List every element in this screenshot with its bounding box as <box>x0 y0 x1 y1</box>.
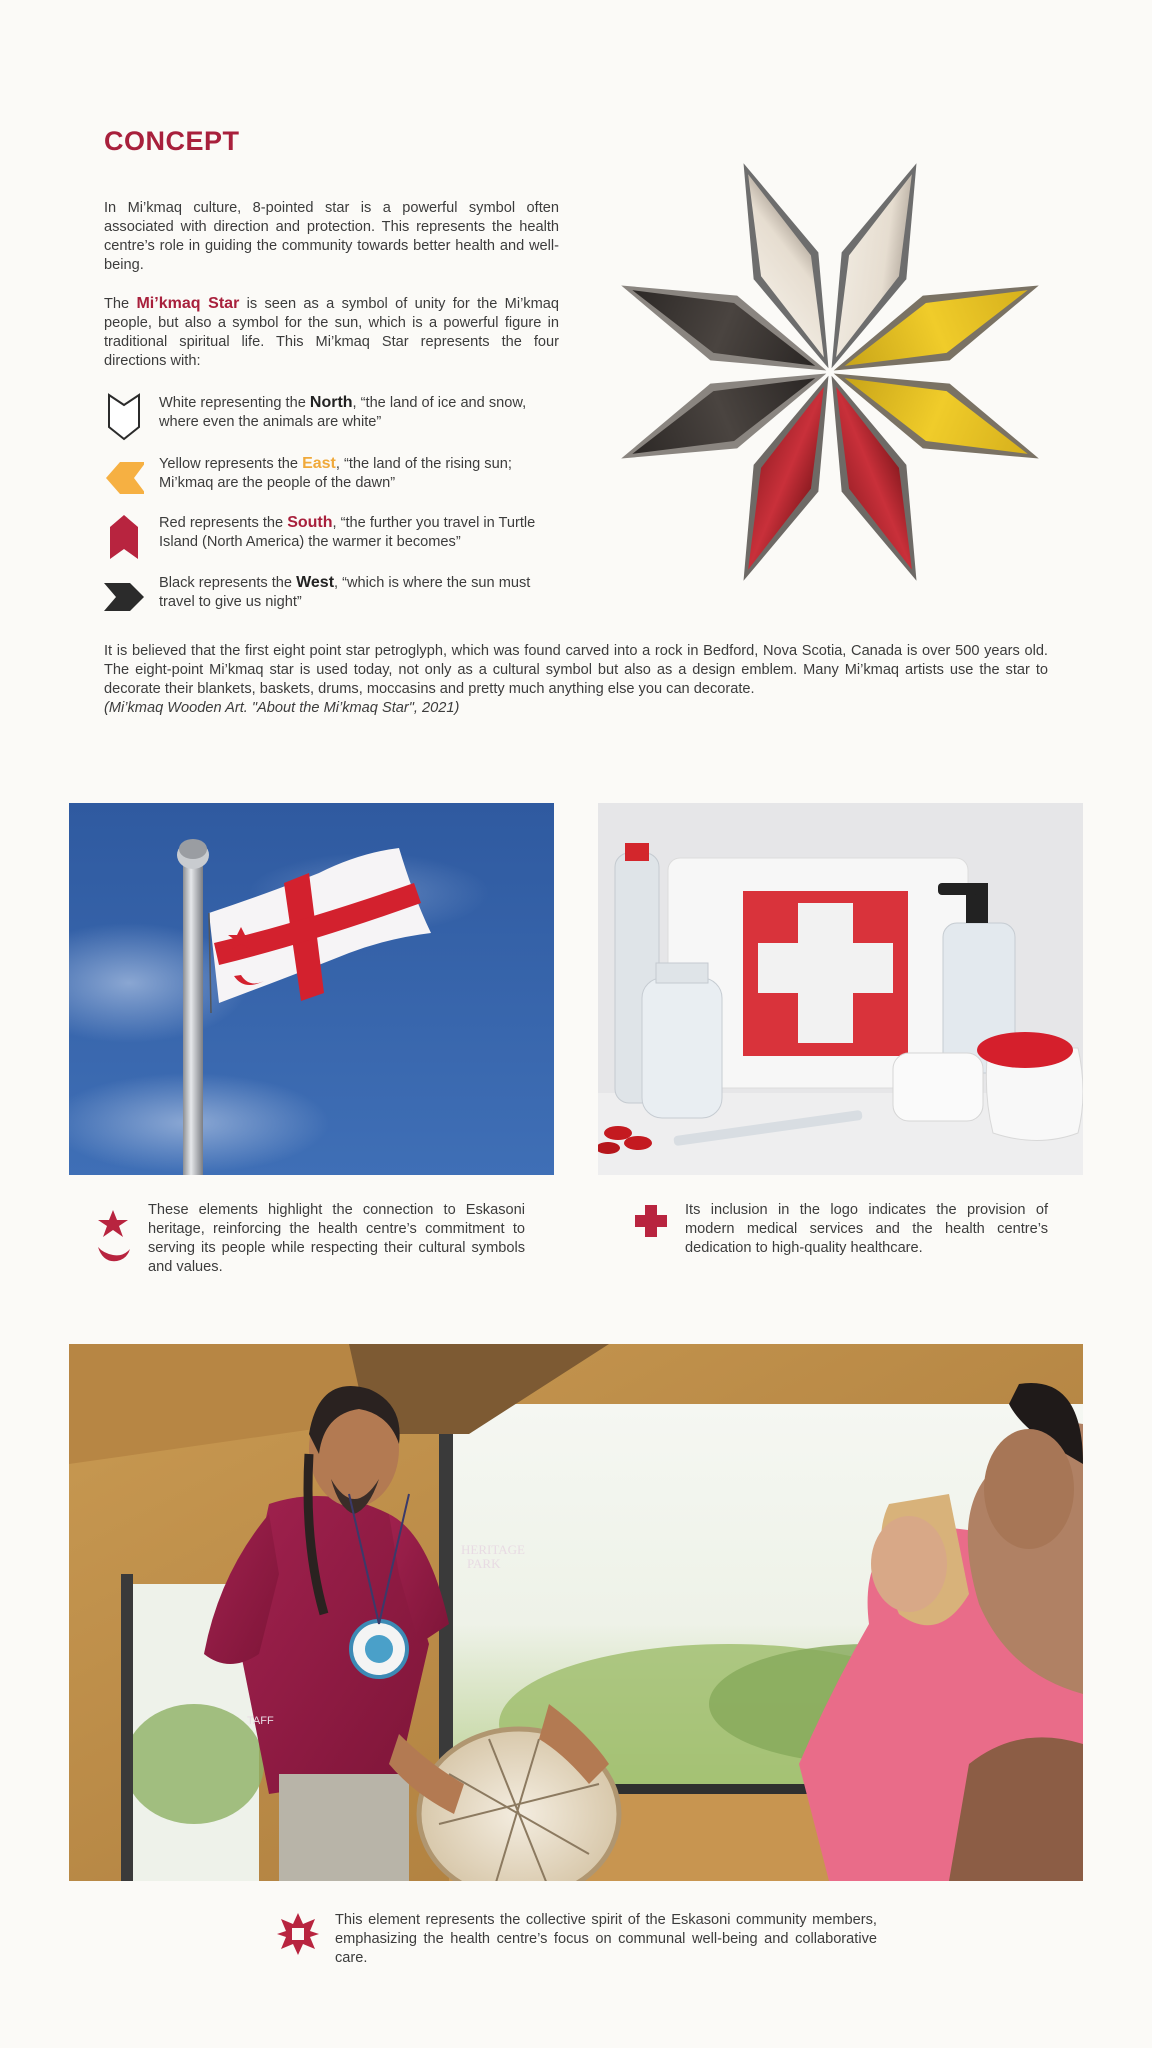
history-citation: (Mi’kmaq Wooden Art. "About the Mi’kmaq Star", 2021) <box>104 700 460 716</box>
sleeve-text: TAFF <box>247 1715 274 1727</box>
white-chevron-down-icon <box>104 393 144 441</box>
mikmaq-flag-photo <box>69 803 554 1175</box>
eight-point-star-icon <box>275 1911 321 1957</box>
medical-kit-photo <box>598 803 1083 1175</box>
shirt-logo-line2: PARK <box>467 1556 501 1571</box>
concept-title: CONCEPT <box>104 126 240 156</box>
direction-north-text: White representing the North, “the land of ice and snow, where even the animals are white” <box>159 394 527 430</box>
concept-intro: In Mi’kmaq culture, 8-pointed star is a powerful symbol often associated with direction and protection. This represents the health centre’s role in guiding the community towards better health and well-being. <box>104 200 559 273</box>
star-paragraph: The Mi’kmaq Star is seen as a symbol of unity for the Mi’kmaq people, but also a symbol for the sun, which is a powerful figure in traditional spiritual life. This Mi’kmaq Star represents the four directions with: <box>104 295 559 369</box>
history-paragraph: It is believed that the first eight point star petroglyph, which was found carved into a rock in Bedford, Nova Scotia, Canada is over 500 years old. The eight-point Mi’kmaq star is used today, not only as a cultural symbol but also as a design emblem. Many Mi’kmaq artists use the star to decorate their blankets, baskets, drums, moccasins and pretty much anything else you can decorate. <box>104 643 1048 697</box>
medical-caption <box>633 1201 1048 1258</box>
mikmaq-star-image <box>590 135 1070 610</box>
direction-west <box>104 573 559 621</box>
medical-caption-text: Its inclusion in the logo indicates the provision of modern medical services and the health centre’s dedication to high-quality healthcare. <box>685 1202 1048 1256</box>
direction-north <box>104 393 559 441</box>
yellow-chevron-left-icon <box>104 454 144 502</box>
heritage-caption-text: These elements highlight the connection to Eskasoni heritage, reinforcing the health centre’s commitment to serving its people while respecting their cultural symbols and values. <box>148 1202 525 1275</box>
shirt-logo-line1: HERITAGE <box>461 1542 525 1557</box>
community-caption-text: This element represents the collective spirit of the Eskasoni community members, emphasizing the health centre’s focus on communal well-being and collaborative care. <box>335 1912 877 1966</box>
direction-south-text: Red represents the South, “the further you travel in Turtle Island (North America) the warmer it becomes” <box>159 514 536 550</box>
heritage-caption <box>95 1201 525 1277</box>
direction-east <box>104 454 559 502</box>
star-name: Mi’kmaq Star <box>136 295 240 312</box>
star-and-moon-icon <box>95 1201 131 1271</box>
medical-cross-icon <box>633 1201 669 1241</box>
community-caption <box>275 1911 877 1968</box>
black-chevron-right-icon <box>104 573 144 621</box>
direction-east-text: Yellow represents the East, “the land of the rising sun; Mi’kmaq are the people of the dawn” <box>159 455 512 491</box>
direction-south <box>104 513 559 561</box>
community-drum-photo <box>69 1344 1083 1881</box>
direction-west-text: Black represents the West, “which is where the sun must travel to give us night” <box>159 574 531 610</box>
red-chevron-up-icon <box>104 513 144 561</box>
